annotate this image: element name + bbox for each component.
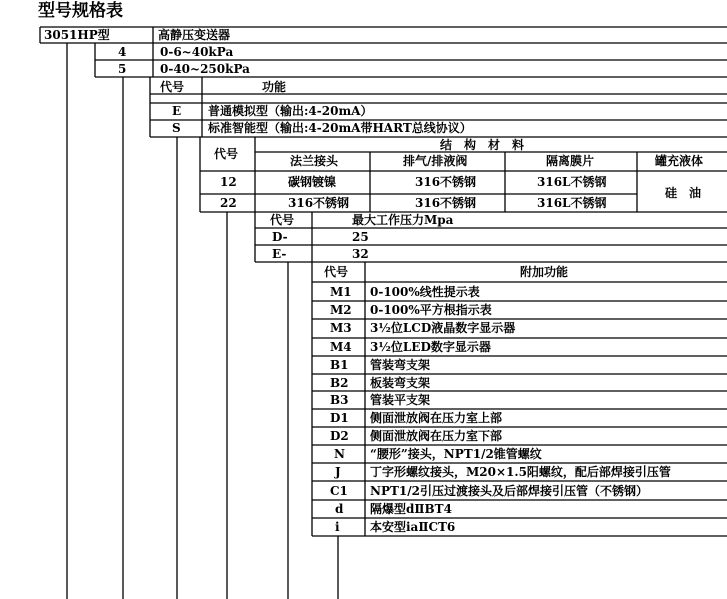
material-group-header: 结 构 材 料 [440,138,525,152]
function-code: S [172,121,181,135]
range-code: 4 [118,45,127,59]
range-value: 0-40~250kPa [160,62,250,76]
pressure-value-header: 最大工作压力Mpa [352,213,454,227]
option-desc: 3½位LED数字显示器 [370,340,491,354]
pressure-code: D- [272,230,288,244]
pressure-code: E- [272,247,287,261]
option-desc: 侧面泄放阀在压力室上部 [370,411,503,425]
option-desc: 丁字形螺纹接头，M20×1.5阳螺纹，配后部焊接引压管 [370,465,671,479]
model-code: 3051HP型 [44,28,110,42]
material-flange: 碳钢镀镍 [288,175,337,189]
function-code: E [172,104,182,118]
option-desc: NPT1/2引压过渡接头及后部焊接引压管（不锈钢） [370,484,649,498]
option-code: B2 [330,376,349,390]
option-code: M4 [330,340,352,354]
option-desc: 本安型iaⅡCT6 [370,520,456,534]
material-col-flange: 法兰接头 [290,154,339,168]
option-desc: 板装弯支架 [370,376,431,390]
option-code: M2 [330,303,352,317]
option-desc: 管装平支架 [370,393,431,407]
option-code: J [335,465,341,479]
material-drain: 316不锈钢 [415,196,477,210]
pressure-value: 25 [352,230,369,244]
model-name: 高静压变送器 [158,28,231,42]
function-desc: 普通模拟型（输出:4-20mA） [208,104,373,118]
material-flange: 316不锈钢 [288,196,350,210]
pressure-code-header: 代号 [270,213,295,227]
range-value: 0-6~40kPa [160,45,234,59]
option-desc: 3½位LCD液晶数字显示器 [370,321,516,335]
function-header: 功能 [262,80,287,94]
function-code-header: 代号 [160,80,185,94]
function-desc: 标准智能型（输出:4-20mA带HART总线协议） [208,121,472,135]
material-fill-value: 硅 油 [665,186,702,200]
option-code: M3 [330,321,352,335]
option-code: B3 [330,393,349,407]
option-desc: 侧面泄放阀在压力室下部 [370,429,503,443]
option-code: N [334,447,345,461]
option-code: C1 [330,484,348,498]
material-diaphragm: 316L不锈钢 [537,196,607,210]
material-code: 22 [220,196,237,210]
option-code: D1 [330,411,349,425]
material-code: 12 [220,175,237,189]
material-drain: 316不锈钢 [415,175,477,189]
options-desc-header: 附加功能 [520,265,569,279]
option-desc: 0-100%平方根指示表 [370,303,492,317]
option-desc: 隔爆型dⅡBT4 [370,502,452,516]
option-desc: 0-100%线性提示表 [370,285,480,299]
material-code-header: 代号 [214,147,239,161]
option-code: M1 [330,285,352,299]
pressure-value: 32 [352,247,369,261]
option-desc: “腰形”接头，NPT1/2锥管螺纹 [370,447,542,461]
range-code: 5 [118,62,127,76]
material-diaphragm: 316L不锈钢 [537,175,607,189]
material-col-drain: 排气/排液阀 [403,154,468,168]
material-col-diaphragm: 隔离膜片 [546,154,595,168]
option-code: D2 [330,429,349,443]
option-code: B1 [330,358,349,372]
material-col-fill: 罐充液体 [655,154,704,168]
option-desc: 管装弯支架 [370,358,431,372]
page-title: 型号规格表 [38,1,123,21]
option-code: i [335,520,340,534]
option-code: d [335,502,344,516]
options-code-header: 代号 [324,265,349,279]
